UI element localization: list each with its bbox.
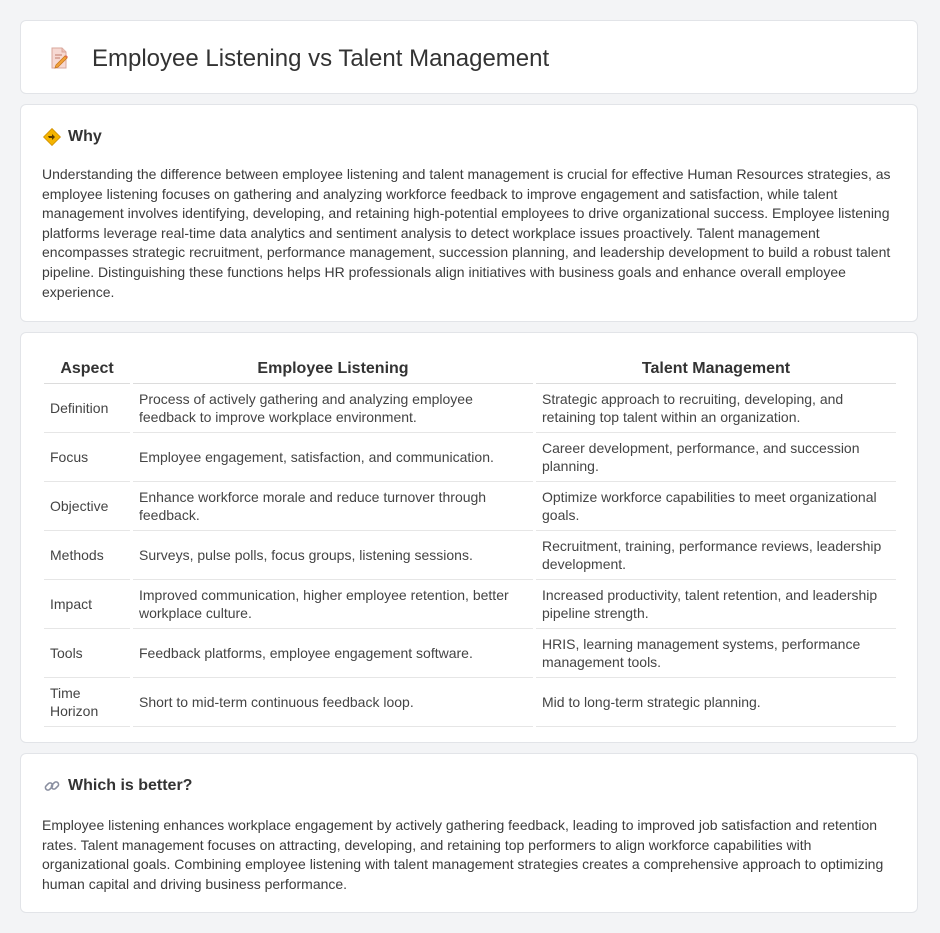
row-aspect: Time Horizon [44, 678, 130, 727]
better-title: Which is better? [68, 777, 193, 794]
table-row [44, 580, 896, 629]
table-header-row [44, 351, 896, 384]
table-row [44, 531, 896, 580]
page-title: Employee Listening vs Talent Management [92, 45, 550, 72]
row-employee-listening: Surveys, pulse polls, focus groups, listening sessions. [133, 531, 533, 580]
row-talent-management: HRIS, learning management systems, performance management tools. [536, 629, 896, 678]
diamond-direction-icon [43, 128, 61, 146]
row-talent-management: Strategic approach to recruiting, developing, and retaining top talent within an organization. [536, 384, 896, 433]
row-aspect: Definition [44, 384, 130, 433]
header-card [20, 20, 918, 94]
row-employee-listening: Employee engagement, satisfaction, and communication. [133, 433, 533, 482]
why-section [20, 104, 918, 322]
table-row [44, 384, 896, 433]
header-aspect: Aspect [44, 351, 130, 384]
row-employee-listening: Feedback platforms, employee engagement software. [133, 629, 533, 678]
row-talent-management: Career development, performance, and succession planning. [536, 433, 896, 482]
why-text: Understanding the difference between employee listening and talent management is crucial for effective Human Resources strategies, as employee listening focuses on gathering and analyzing workforce feedback to improve engagement and satisfaction, while talent management involves identifying, developing, and retaining high-potential employees to drive organizational success. Employee listening platforms leverage real-time data analytics and sentiment analysis to detect workplace issues proactively. Talent management encompasses strategic recruitment, performance management, succession planning, and leadership development to build a robust talent pipeline. Distinguishing these functions helps HR professionals align initiatives with business goals and enhance overall employee experience. [42, 166, 891, 300]
row-talent-management: Recruitment, training, performance reviews, leadership development. [536, 531, 896, 580]
table-row [44, 678, 896, 727]
better-heading [43, 777, 192, 795]
link-icon [43, 777, 61, 795]
document-pencil-icon [47, 46, 71, 70]
row-talent-management: Increased productivity, talent retention, and leadership pipeline strength. [536, 580, 896, 629]
row-employee-listening: Enhance workforce morale and reduce turnover through feedback. [133, 482, 533, 531]
row-talent-management: Mid to long-term strategic planning. [536, 678, 896, 727]
row-employee-listening: Short to mid-term continuous feedback loop. [133, 678, 533, 727]
row-aspect: Objective [44, 482, 130, 531]
which-is-better-section [20, 753, 918, 913]
row-aspect: Impact [44, 580, 130, 629]
comparison-table [41, 351, 899, 727]
header-employee-listening: Employee Listening [133, 351, 533, 384]
table-row [44, 433, 896, 482]
row-employee-listening: Improved communication, higher employee retention, better workplace culture. [133, 580, 533, 629]
row-employee-listening: Process of actively gathering and analyzing employee feedback to improve workplace environment. [133, 384, 533, 433]
row-aspect: Tools [44, 629, 130, 678]
why-title: Why [68, 128, 102, 145]
comparison-table-card [20, 332, 918, 743]
row-aspect: Focus [44, 433, 130, 482]
row-aspect: Methods [44, 531, 130, 580]
table-row [44, 482, 896, 531]
why-heading [43, 128, 102, 146]
header-talent-management: Talent Management [536, 351, 896, 384]
row-talent-management: Optimize workforce capabilities to meet organizational goals. [536, 482, 896, 531]
table-row [44, 629, 896, 678]
better-text: Employee listening enhances workplace engagement by actively gathering feedback, leading to improved job satisfaction and retention rates. Talent management focuses on attracting, developing, and retaining top performers to align workforce capabilities with organizational goals. Combining employee listening with talent management strategies creates a comprehensive approach to optimizing human capital and driving business performance. [42, 817, 884, 892]
